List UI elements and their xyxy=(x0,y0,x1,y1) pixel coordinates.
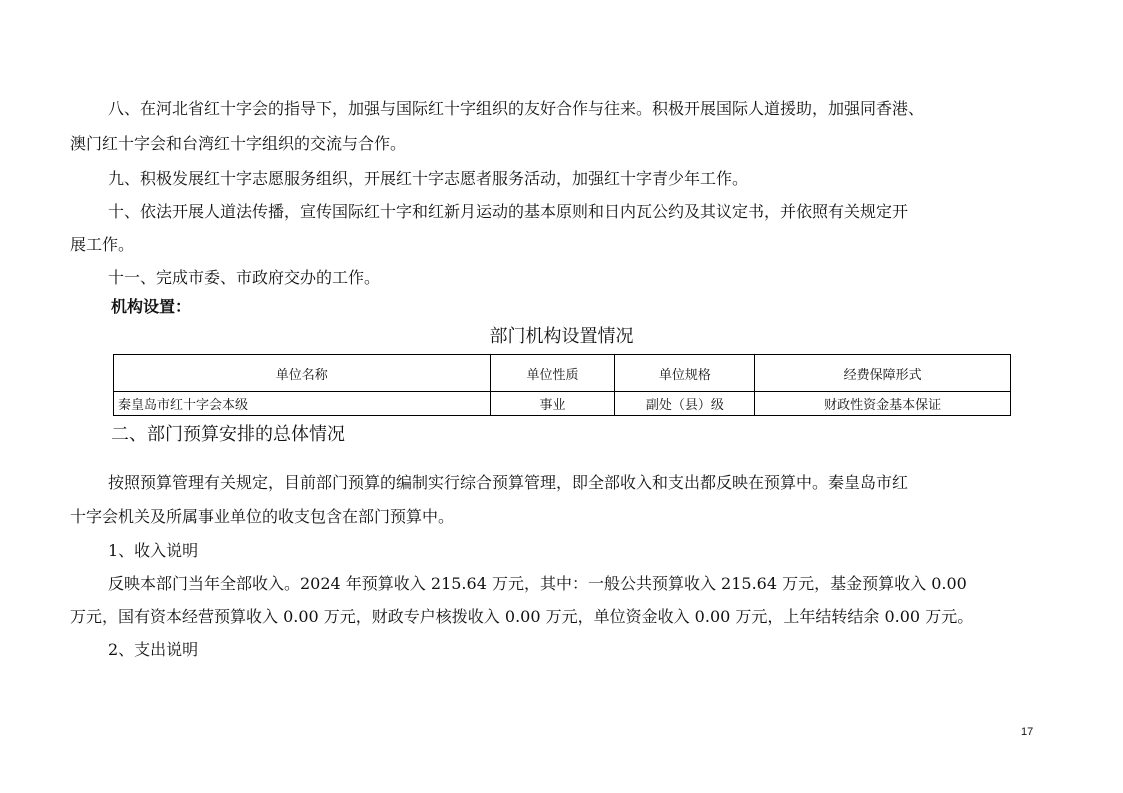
income-line-1: 反映本部门当年全部收入。2024 年预算收入 215.64 万元，其中：一般公共预算收入 215.64 万元，基金预算收入 0.00 xyxy=(108,574,967,593)
org-table-header-unit-name: 单位名称 xyxy=(114,355,491,392)
org-table-title: 部门机构设置情况 xyxy=(489,326,634,347)
paragraph-item-8-line-1: 八、在河北省红十字会的指导下，加强与国际红十字组织的友好合作与往来。积极开展国际人道援助，加强同香港、 xyxy=(108,99,925,118)
paragraph-item-10-line-1: 十、依法开展人道法传播，宣传国际红十字和红新月运动的基本原则和日内瓦公约及其议定书，并依照有关规定开 xyxy=(108,202,909,221)
org-table-cell-unit-grade: 副处（县）级 xyxy=(615,392,755,416)
org-table-header-funding-form: 经费保障形式 xyxy=(755,355,1011,392)
paragraph-item-11: 十一、完成市委、市政府交办的工作。 xyxy=(108,268,381,287)
org-table xyxy=(113,354,1011,416)
org-table-header-unit-grade: 单位规格 xyxy=(615,355,755,392)
budget-overview-heading: 二、部门预算安排的总体情况 xyxy=(111,424,345,445)
org-setup-heading: 机构设置： xyxy=(111,297,192,316)
org-table-header-row xyxy=(114,355,1011,392)
income-heading: 1、收入说明 xyxy=(108,541,199,560)
page-number: 17 xyxy=(1021,726,1034,738)
budget-intro-line-1: 按照预算管理有关规定，目前部门预算的编制实行综合预算管理，即全部收入和支出都反映在预算中。秦皇岛市红 xyxy=(108,473,909,492)
paragraph-item-8-line-2: 澳门红十字会和台湾红十字组织的交流与合作。 xyxy=(70,134,407,153)
org-table-cell-funding-form: 财政性资金基本保证 xyxy=(755,392,1011,416)
paragraph-item-10-line-2: 展工作。 xyxy=(70,235,135,254)
org-table-cell-unit-nature: 事业 xyxy=(490,392,615,416)
org-table-cell-unit-name: 秦皇岛市红十字会本级 xyxy=(114,392,491,416)
expense-heading: 2、支出说明 xyxy=(108,640,199,659)
paragraph-item-9: 九、积极发展红十字志愿服务组织，开展红十字志愿者服务活动，加强红十字青少年工作。 xyxy=(108,169,749,188)
budget-intro-line-2: 十字会机关及所属事业单位的收支包含在部门预算中。 xyxy=(70,507,455,526)
table-row xyxy=(114,392,1011,416)
org-table-header-unit-nature: 单位性质 xyxy=(490,355,615,392)
income-line-2: 万元，国有资本经营预算收入 0.00 万元，财政专户核拨收入 0.00 万元，单位资金收入 0.00 万元，上年结转结余 0.00 万元。 xyxy=(70,607,974,626)
